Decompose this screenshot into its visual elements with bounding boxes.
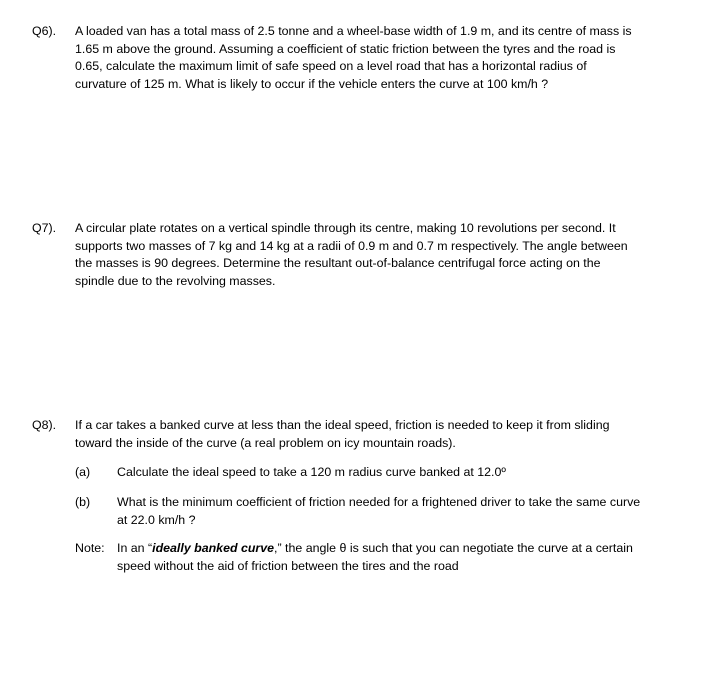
q8-part-b-line: What is the minimum coefficient of friction needed for a frightened driver to take the same curve [117, 495, 641, 509]
q8-part-b-text [117, 494, 687, 529]
q7-label: Q7). [32, 221, 57, 235]
q6-line: 0.65, calculate the maximum limit of safe speed on a level road that has a horizontal radius of [75, 59, 587, 73]
q6-line: 1.65 m above the ground. Assuming a coefficient of static friction between the tyres and the road is [75, 41, 616, 56]
q8-part-a-label: (a) [75, 465, 91, 479]
q8-note-line: speed without the aid of friction between the tires and the road [117, 558, 459, 573]
q6-label: Q6). [32, 24, 57, 38]
q7-text [75, 220, 675, 290]
q8-text [75, 417, 675, 452]
q6-line: curvature of 125 m. What is likely to occur if the vehicle enters the curve at 100 km/h ? [75, 76, 549, 91]
q8-note-line [117, 540, 687, 558]
q8-part-a-text [117, 464, 687, 482]
q8-note-label: Note: [75, 541, 105, 555]
q6-line: A loaded van has a total mass of 2.5 tonne and a wheel-base width of 1.9 m, and its centre of mass is [75, 24, 632, 38]
q8-note-text [117, 540, 687, 575]
q8-note-post: ,” the angle θ is such that you can negotiate the curve at a certain [274, 541, 633, 555]
q7-line: the masses is 90 degrees. Determine the resultant out-of-balance centrifugal force acting on the [75, 256, 601, 270]
q8-note-pre: In an “ [117, 541, 153, 555]
q8-note-emphasis: ideally banked curve [152, 541, 275, 555]
q6-text [75, 23, 675, 93]
q8-label: Q8). [32, 418, 57, 432]
q8-line: If a car takes a banked curve at less than the ideal speed, friction is needed to keep it from sliding [75, 418, 610, 432]
q7-line: spindle due to the revolving masses. [75, 273, 276, 288]
q8-line: toward the inside of the curve (a real problem on icy mountain roads). [75, 435, 456, 450]
q8-part-b-line: at 22.0 km/h ? [117, 512, 196, 527]
q8-part-b-label: (b) [75, 495, 91, 509]
q8-part-a-line: Calculate the ideal speed to take a 120 m radius curve banked at 12.0º [117, 465, 506, 479]
q7-line: A circular plate rotates on a vertical spindle through its centre, making 10 revolutions per second. It [75, 221, 616, 235]
q7-line: supports two masses of 7 kg and 14 kg at a radii of 0.9 m and 0.7 m respectively. The angle between [75, 238, 628, 253]
